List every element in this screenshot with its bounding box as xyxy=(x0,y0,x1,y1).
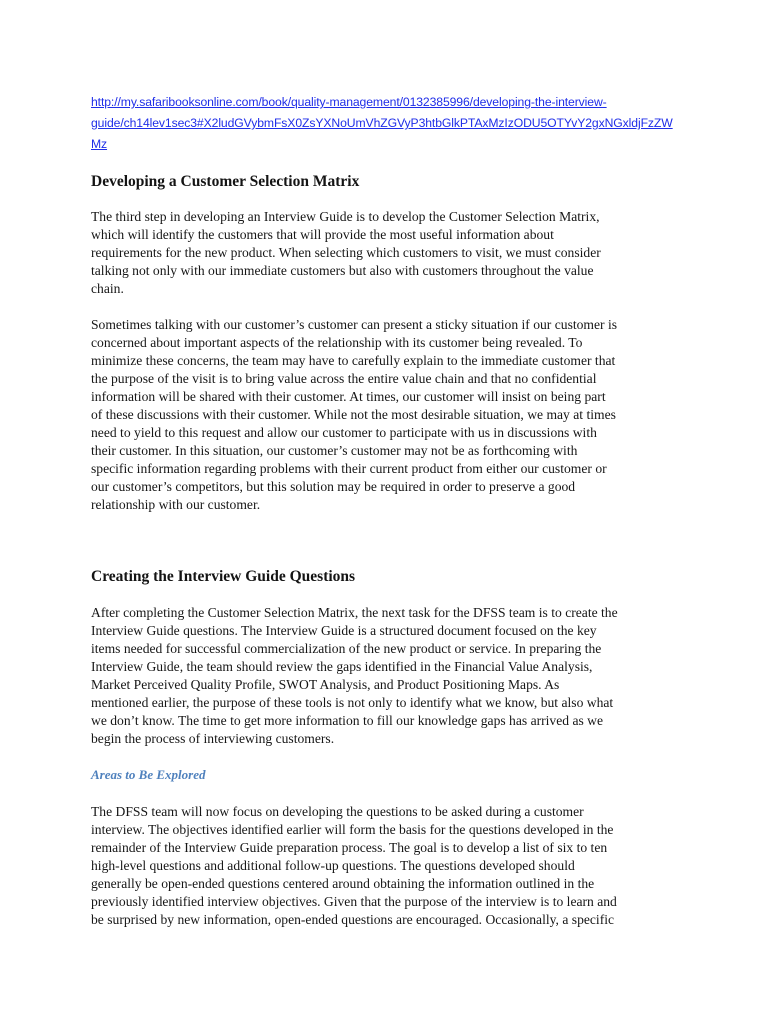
paragraph-after-completing xyxy=(91,604,691,748)
url-line[interactable]: Mz xyxy=(91,137,108,151)
text-line: minimize these concerns, the team may have to carefully explain to the immediate customer that xyxy=(91,353,616,368)
text-line: mentioned earlier, the purpose of these tools is not only to identify what we know, but also what xyxy=(91,695,614,710)
text-line: be surprised by new information, open-ended questions are encouraged. Occasionally, a specific xyxy=(91,912,615,927)
url-line[interactable]: http://my.safaribooksonline.com/book/quality-management/0132385996/developing-the-interview- xyxy=(91,95,607,109)
text-line: generally be open-ended questions centered around obtaining the information outlined in the xyxy=(91,876,595,891)
text-line: Interview Guide, the team should review the gaps identified in the Financial Value Analysis, xyxy=(91,659,593,674)
text-line: items needed for successful commercialization of the new product or service. In preparing the xyxy=(91,641,602,656)
paragraph-third-step xyxy=(91,208,691,298)
paragraph-sticky-situation xyxy=(91,316,691,514)
text-line: their customer. In this situation, our customer’s customer may not be as forthcoming with xyxy=(91,443,578,458)
text-line: The DFSS team will now focus on developing the questions to be asked during a customer xyxy=(91,804,584,819)
text-line: the purpose of the visit is to bring value across the entire value chain and that no confidential xyxy=(91,371,597,386)
text-line: information will be shared with their customer. At times, our customer will insist on being part xyxy=(91,389,606,404)
text-line: relationship with our customer. xyxy=(91,497,261,512)
text-line: remainder of the Interview Guide preparation process. The goal is to develop a list of six to ten xyxy=(91,840,608,855)
text-line: talking not only with our immediate customers but also with customers throughout the value xyxy=(91,263,594,278)
text-line: requirements for the new product. When selecting which customers to visit, we must consider xyxy=(91,245,601,260)
text-line: our customer’s competitors, but this solution may be required in order to preserve a good xyxy=(91,479,576,494)
text-line: concerned about important aspects of the relationship with its customer being revealed. To xyxy=(91,335,583,350)
text-line: Interview Guide questions. The Interview Guide is a structured document focused on the key xyxy=(91,623,597,638)
section-heading-customer-selection-matrix: Developing a Customer Selection Matrix xyxy=(91,173,360,190)
text-line: need to yield to this request and allow our customer to participate with us in discussions with xyxy=(91,425,597,440)
text-line: Sometimes talking with our customer’s customer can present a sticky situation if our customer is xyxy=(91,317,618,332)
text-line: previously identified interview objectives. Given that the purpose of the interview is to learn and xyxy=(91,894,617,909)
text-line: begin the process of interviewing customers. xyxy=(91,731,335,746)
text-line: specific information regarding problems with their current product from either our customer or xyxy=(91,461,607,476)
text-line: which will identify the customers that will provide the most useful information about xyxy=(91,227,554,242)
section-heading-interview-guide-questions: Creating the Interview Guide Questions xyxy=(91,568,356,585)
text-line: high-level questions and additional follow-up questions. The questions developed should xyxy=(91,858,575,873)
text-line: interview. The objectives identified earlier will form the basis for the questions developed in the xyxy=(91,822,614,837)
text-line: The third step in developing an Interview Guide is to develop the Customer Selection Matrix, xyxy=(91,209,600,224)
text-line: chain. xyxy=(91,281,124,296)
text-line: we don’t know. The time to get more information to fill our knowledge gaps has arrived as we xyxy=(91,713,604,728)
text-line: Market Perceived Quality Profile, SWOT Analysis, and Product Positioning Maps. As xyxy=(91,677,560,692)
url-line[interactable]: guide/ch14lev1sec3#X2ludGVybmFsX0ZsYXNoUmVhZGVyP3htbGlkPTAxMzIzODU5OTYvY2gxNGxldjFzZW xyxy=(91,116,673,130)
paragraph-dfss-team-focus xyxy=(91,803,691,929)
text-line: of these discussions with their customer. While not the most desirable situation, we may at times xyxy=(91,407,616,422)
text-line: After completing the Customer Selection Matrix, the next task for the DFSS team is to create the xyxy=(91,605,618,620)
source-url-link[interactable] xyxy=(91,92,691,155)
subheading-areas-to-be-explored: Areas to Be Explored xyxy=(91,767,206,782)
